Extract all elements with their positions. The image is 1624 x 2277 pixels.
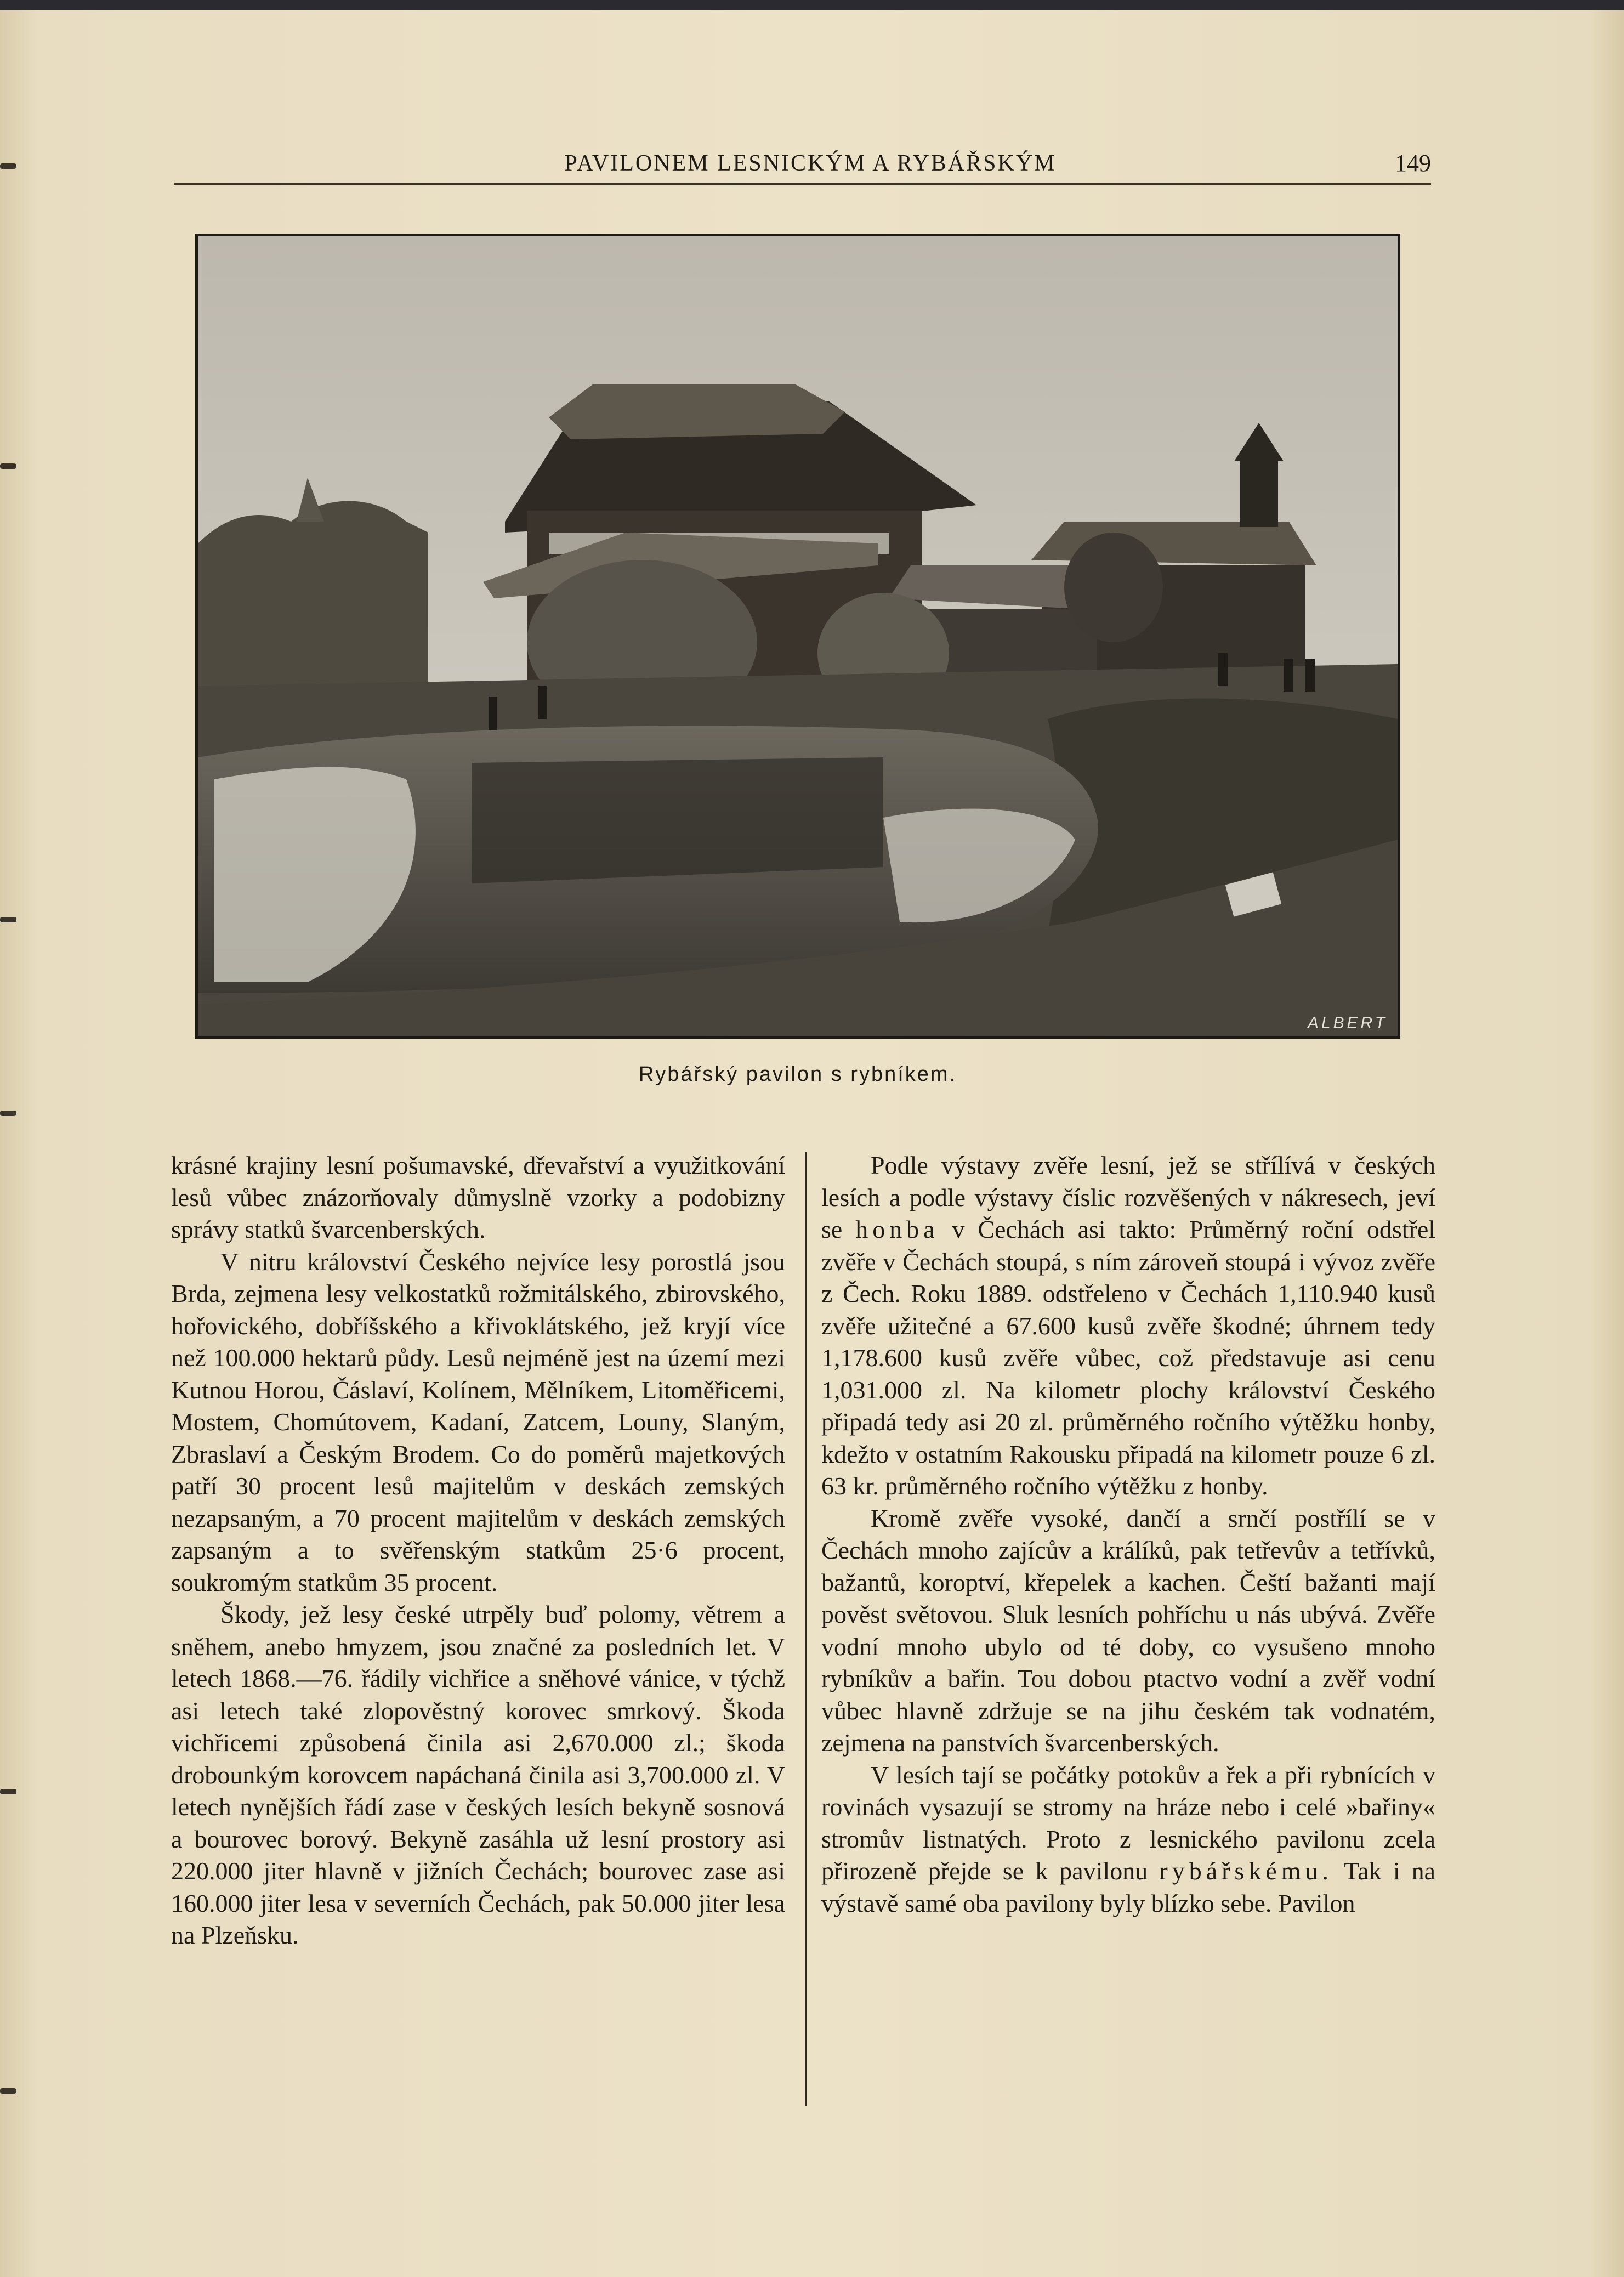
- margin-mark: [0, 163, 16, 169]
- paragraph: krásné krajiny lesní pošumavské, dřevařství a využitkování lesů vůbec znázorňovaly důmyslně vzorky a podobizny správy statků švarcenberských.: [171, 1151, 785, 1243]
- margin-mark: [0, 2088, 16, 2094]
- photograph-of-fishing-pavilion-icon: [198, 236, 1398, 1036]
- margin-mark: [0, 463, 16, 469]
- margin-mark: [0, 1789, 16, 1794]
- margin-mark: [0, 1111, 16, 1116]
- running-title: PAVILONEM LESNICKÝM A RYBÁŘSKÝM: [564, 151, 1057, 176]
- figure-caption: Rybářský pavilon s rybníkem.: [638, 1063, 957, 1086]
- paragraph: V nitru království Českého nejvíce lesy porostlá jsou Brda, zejmena lesy velkostatků rožmitálského, zbirovského, hořovického, dobříšského a křivoklátského, jež kryjí více než 100.000 hektarů půdy. Lesů nejméně jest na území mezi Kutnou Horou, Čáslaví, Kolínem, Mělníkem, Litoměřicemi, Mostem, Chomútovem, Kadaní, Zatcem, Louny, Slaným, Zbraslaví a Českým Brodem. Co do poměrů majetkových patří 30 procent lesů majitelům v deskách zemských nezapsaným, a 70 procent majitelům v deskách zemských zapsaným a to svěřenským statkům 25·6 procent, soukromým statkům 35 procent.: [171, 1247, 785, 1596]
- text-run: Podle výstavy zvěře lesní, jež se střílívá v českých lesích a podle výstavy číslic rozvěšených v nákresech, jeví se: [821, 1151, 1435, 1243]
- paragraph: Škody, jež lesy české utrpěly buď polomy, větrem a sněhem, anebo hmyzem, jsou značné za posledních let. V letech 1868.—76. řádily vichřice a sněhové vánice, v týchž asi letech také zlopověstný korovec smrkový. Škoda vichřicemi způsobená činila asi 2,670.000 zl.; škoda drobounkým korovcem napáchaná činila asi 3,700.000 zl. V letech nynějších řádí zase v českých lesích bekyně sosnová a bourovec borový. Bekyně zasáhla už lesní prostory asi 220.000 jiter hlavně v jižních Čechách; bourovec zase asi 160.000 jiter lesa v severních Čechách, pak 50.000 jiter lesa na Plzeňsku.: [171, 1600, 785, 1949]
- margin-mark: [0, 917, 16, 922]
- emphasis-spaced: rybářskému.: [1159, 1857, 1333, 1885]
- photo-signature: ALBERT: [1307, 1014, 1388, 1032]
- paragraph: Kromě zvěře vysoké, dančí a srnčí postřílí se v Čechách mnoho zajícův a králíků, pak tetřevův a tetřívků, bažantů, koroptví, křepelek a kachen. Čeští bažanti mají pověst světovou. Sluk lesních pohříchu u nás ubývá. Zvěře vodní mnoho ubylo od té doby, co vysušeno mnoho rybníkův a bařin. Tou dobou ptactvo vodní a zvěř vodní vůbec hlavně zdržuje se na jihu českém tak vodnatém, zejmena na panstvích švarcenberských.: [821, 1504, 1435, 1757]
- scan-top-edge: [0, 0, 1624, 10]
- right-column: [821, 1149, 1435, 1919]
- text-run: V lesích tají se počátky potokův a řek a při rybnících v rovinách vysazují se stromy na hráze nebo i celé »bařiny« stromův listnatých. Proto z lesnického pavilonu zcela přirozeně přejde se k pavilonu: [821, 1760, 1435, 1885]
- column-divider: [805, 1152, 807, 2106]
- paragraph: [821, 1759, 1435, 1920]
- text-run: v Čechách asi takto: Průměrný roční odstřel zvěře v Čechách stoupá, s ním zároveň stoupá i vývoz zvěře z Čech. Roku 1889. odstřeleno v Čechách 1,110.940 kusů zvěře užitečné a 67.600 kusů zvěře škodné; úhrnem tedy 1,178.600 kusů zvěře vůbec, což představuje asi cenu 1,031.000 zl. Na kilometr plochy království Českého připadá tedy asi 20 zl. průměrného ročního výtěžku honby, kdežto v ostatním Rakousku připadá na kilometr pouze 6 zl. 63 kr. průměrného ročního výtěžku z honby.: [821, 1215, 1436, 1500]
- left-column: [171, 1149, 785, 1952]
- emphasis-spaced: honba: [855, 1215, 939, 1243]
- running-head: [174, 147, 1431, 185]
- paragraph: [821, 1149, 1435, 1503]
- page-number: 149: [1395, 150, 1431, 177]
- text-run: Tak i na výstavě samé oba pavilony byly blízko sebe. Pavilon: [821, 1857, 1435, 1917]
- photo-frame: [195, 234, 1400, 1039]
